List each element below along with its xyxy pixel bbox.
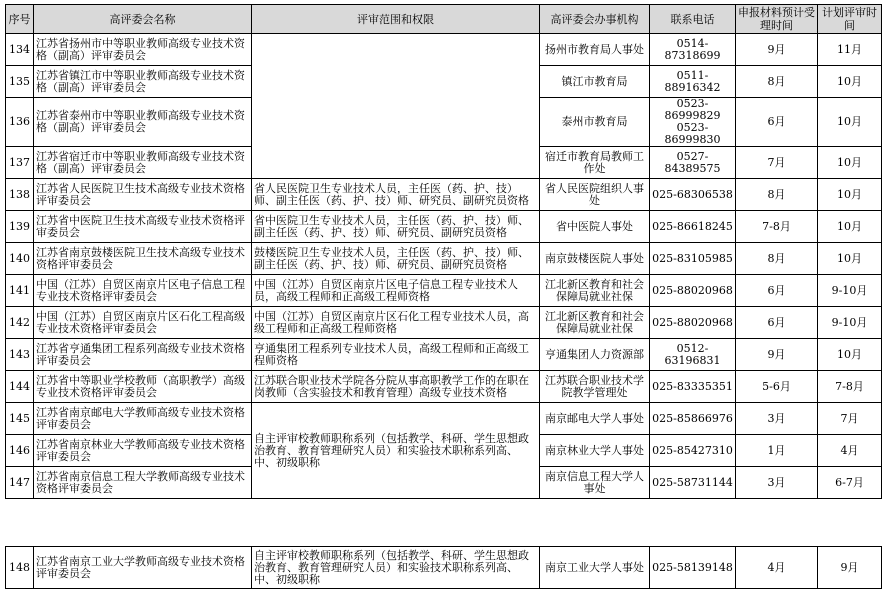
row-phone: 0523-86999829 0523-86999830: [650, 98, 736, 147]
row-phone: 0527-84389575: [650, 147, 736, 179]
row-scope: 省中医院卫生专业技术人员，主任医（药、护、技）师、副主任医（药、护、技）师、研究员、副研究员资格: [252, 211, 540, 243]
row-phone: 025-85866976: [650, 403, 736, 435]
row-no: 144: [6, 371, 34, 403]
row-accept: 5-6月: [736, 371, 818, 403]
row-phone: 025-58139148: [650, 547, 736, 589]
row-review: 9-10月: [818, 307, 882, 339]
row-accept: 3月: [736, 403, 818, 435]
row-name: 江苏省中医院卫生技术高级专业技术资格评审委员会: [34, 211, 252, 243]
row-agency: 南京林业大学人事处: [540, 435, 650, 467]
row-review: 10月: [818, 98, 882, 147]
row-accept: 6月: [736, 98, 818, 147]
row-accept: 9月: [736, 34, 818, 66]
row-phone: 025-88020968: [650, 275, 736, 307]
row-agency: 省人民医院组织人事处: [540, 179, 650, 211]
row-agency: 江北新区教育和社会保障局就业社保: [540, 307, 650, 339]
row-no: 142: [6, 307, 34, 339]
row-name: 江苏省人民医院卫生技术高级专业技术资格评审委员会: [34, 179, 252, 211]
row-accept: 7-8月: [736, 211, 818, 243]
table-row: [6, 403, 882, 435]
row-no: 138: [6, 179, 34, 211]
header-no: 序号: [6, 5, 34, 34]
row-name: 江苏省南京邮电大学教师高级专业技术资格评审委员会: [34, 403, 252, 435]
row-name: 江苏省南京信息工程大学教师高级专业技术资格评审委员会: [34, 467, 252, 499]
row-no: 146: [6, 435, 34, 467]
row-no: 147: [6, 467, 34, 499]
row-name: 江苏省南京林业大学教师高级专业技术资格评审委员会: [34, 435, 252, 467]
row-no: 148: [6, 547, 34, 589]
row-phone: 025-86618245: [650, 211, 736, 243]
row-name: 江苏省宿迁市中等职业教师高级专业技术资格（副高）评审委员会: [34, 147, 252, 179]
row-accept: 3月: [736, 467, 818, 499]
row-review: 9月: [818, 547, 882, 589]
row-review: 10月: [818, 339, 882, 371]
row-name: 江苏省镇江市中等职业教师高级专业技术资格（副高）评审委员会: [34, 66, 252, 98]
row-agency: 江苏联合职业技术学院教学管理处: [540, 371, 650, 403]
row-name: 江苏省亨通集团工程系列高级专业技术资格评审委员会: [34, 339, 252, 371]
row-phone: 0512-63196831: [650, 339, 736, 371]
row-accept: 8月: [736, 179, 818, 211]
row-review: 10月: [818, 211, 882, 243]
row-accept: 4月: [736, 547, 818, 589]
row-agency: 南京鼓楼医院人事处: [540, 243, 650, 275]
row-scope: 亨通集团工程系列专业技术人员，高级工程师和正高级工程师资格: [252, 339, 540, 371]
header-agency: 高评委会办事机构: [540, 5, 650, 34]
row-phone: 025-83335351: [650, 371, 736, 403]
table-row: [6, 179, 882, 211]
header-name: 高评委会名称: [34, 5, 252, 34]
row-no: 140: [6, 243, 34, 275]
row-agency: 镇江市教育局: [540, 66, 650, 98]
row-name: 江苏省中等职业学校教师（高职教学）高级专业技术资格评审委员会: [34, 371, 252, 403]
row-scope: 鼓楼医院卫生专业技术人员，主任医（药、护、技）师、副主任医（药、护、技）师、研究员、副研究员资格: [252, 243, 540, 275]
table-header: [6, 5, 882, 34]
row-phone: 025-83105985: [650, 243, 736, 275]
row-accept: 8月: [736, 66, 818, 98]
row-review: 10月: [818, 243, 882, 275]
row-scope: [252, 34, 540, 179]
row-name: 中国（江苏）自贸区南京片区电子信息工程专业技术资格评审委员会: [34, 275, 252, 307]
row-scope: 中国（江苏）自贸区南京片区石化工程专业技术人员，高级工程师和正高级工程师资格: [252, 307, 540, 339]
row-name: 江苏省南京工业大学教师高级专业技术资格评审委员会: [34, 547, 252, 589]
row-review: 7月: [818, 403, 882, 435]
row-accept: 1月: [736, 435, 818, 467]
row-review: 9-10月: [818, 275, 882, 307]
row-phone: 0514-87318699: [650, 34, 736, 66]
table-row: [6, 307, 882, 339]
row-agency: 扬州市教育局人事处: [540, 34, 650, 66]
row-phone: 025-58731144: [650, 467, 736, 499]
row-agency: 省中医院人事处: [540, 211, 650, 243]
row-phone: 025-68306538: [650, 179, 736, 211]
header-review-time: 计划评审时间: [818, 5, 882, 34]
table-row: [6, 275, 882, 307]
row-agency: 南京工业大学人事处: [540, 547, 650, 589]
row-scope: 省人民医院卫生专业技术人员，主任医（药、护、技）师、副主任医（药、护、技）师、研究员、副研究员资格: [252, 179, 540, 211]
row-no: 136: [6, 98, 34, 147]
row-scope: 江苏联合职业技术学院各分院从事高职教学工作的在职在岗教师（含实验技术和教育管理）高级专业技术资格: [252, 371, 540, 403]
row-no: 139: [6, 211, 34, 243]
row-accept: 6月: [736, 307, 818, 339]
continued-table: [5, 546, 882, 589]
table-row: [6, 243, 882, 275]
row-review: 6-7月: [818, 467, 882, 499]
header-phone: 联系电话: [650, 5, 736, 34]
table-row: [6, 211, 882, 243]
row-review: 4月: [818, 435, 882, 467]
row-no: 135: [6, 66, 34, 98]
header-scope: 评审范围和权限: [252, 5, 540, 34]
row-review: 10月: [818, 66, 882, 98]
row-name: 江苏省扬州市中等职业教师高级专业技术资格（副高）评审委员会: [34, 34, 252, 66]
table-row: [6, 339, 882, 371]
row-name: 江苏省南京鼓楼医院卫生技术高级专业技术资格评审委员会: [34, 243, 252, 275]
row-name: 江苏省泰州市中等职业教师高级专业技术资格（副高）评审委员会: [34, 98, 252, 147]
row-agency: 江北新区教育和社会保障局就业社保: [540, 275, 650, 307]
row-review: 10月: [818, 179, 882, 211]
row-agency: 南京邮电大学人事处: [540, 403, 650, 435]
row-accept: 8月: [736, 243, 818, 275]
row-no: 143: [6, 339, 34, 371]
table-row: [6, 34, 882, 66]
table-row: [6, 547, 882, 589]
row-phone: 025-88020968: [650, 307, 736, 339]
row-no: 137: [6, 147, 34, 179]
row-phone: 025-85427310: [650, 435, 736, 467]
header-accept-time: 申报材料预计受理时间: [736, 5, 818, 34]
row-no: 145: [6, 403, 34, 435]
row-accept: 6月: [736, 275, 818, 307]
row-review: 11月: [818, 34, 882, 66]
committee-table: [5, 4, 882, 499]
row-review: 10月: [818, 147, 882, 179]
row-no: 141: [6, 275, 34, 307]
row-name: 中国（江苏）自贸区南京片区石化工程高级专业技术资格评审委员会: [34, 307, 252, 339]
row-agency: 南京信息工程大学人事处: [540, 467, 650, 499]
row-accept: 7月: [736, 147, 818, 179]
row-scope: 自主评审校教师职称系列（包括教学、科研、学生思想政治教育、教育管理研究人员）和实验技术职称系列高、中、初级职称: [252, 403, 540, 499]
table-row: [6, 371, 882, 403]
row-agency: 宿迁市教育局教师工作处: [540, 147, 650, 179]
row-review: 7-8月: [818, 371, 882, 403]
row-no: 134: [6, 34, 34, 66]
row-scope: 自主评审校教师职称系列（包括教学、科研、学生思想政治教育、教育管理研究人员）和实验技术职称系列高、中、初级职称: [252, 547, 540, 589]
row-phone: 0511-88916342: [650, 66, 736, 98]
row-agency: 泰州市教育局: [540, 98, 650, 147]
row-accept: 9月: [736, 339, 818, 371]
row-scope: 中国（江苏）自贸区南京片区电子信息工程专业技术人员，高级工程师和正高级工程师资格: [252, 275, 540, 307]
row-agency: 亨通集团人力资源部: [540, 339, 650, 371]
